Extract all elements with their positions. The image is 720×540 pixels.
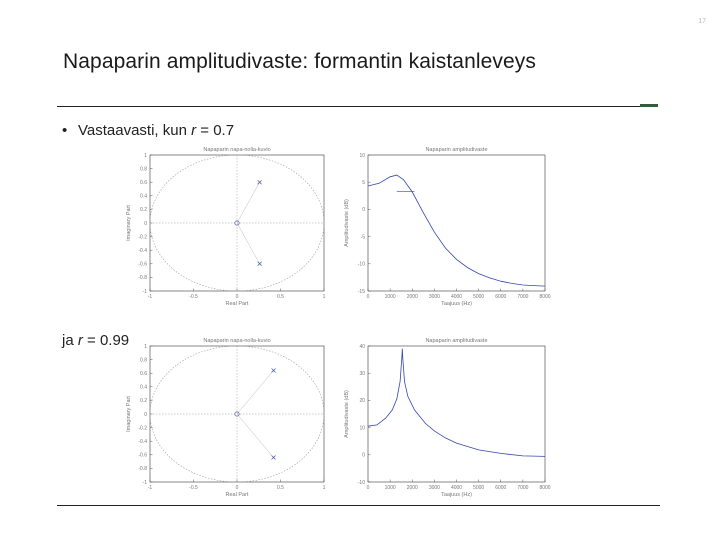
x-tick-label: 4000 [450, 294, 463, 300]
x-tick-label: 3000 [428, 294, 440, 300]
x-tick-label: 0.5 [277, 485, 284, 491]
chart-title: Napaparin amplitudivaste [425, 147, 488, 153]
slide-title: Napaparin amplitudivaste: formantin kaistanleveys [63, 50, 536, 73]
pole-zero-plot-r099 [126, 338, 335, 505]
y-tick-label: -0.4 [138, 439, 147, 445]
second-variable: r [77, 332, 83, 349]
y-tick-label: -15 [357, 288, 365, 295]
y-tick-label: 0.2 [140, 207, 147, 214]
bullet-prefix: Vastaavasti, kun [78, 122, 192, 139]
x-tick-label: 3000 [428, 485, 440, 491]
y-tick-label: 5 [362, 180, 365, 186]
x-axis-label: Real Part [225, 492, 249, 498]
chart-title: Napaparin napa-nolla-kuvio [203, 338, 271, 344]
pole-zero-plot-r07 [126, 147, 335, 316]
x-tick-label: 1000 [384, 294, 396, 300]
y-tick-label: 30 [359, 371, 365, 377]
y-tick-label: 0.8 [140, 166, 147, 173]
y-tick-label: -1 [142, 288, 147, 295]
pole-radius-line [237, 370, 274, 414]
y-tick-label: 0 [144, 411, 147, 418]
y-tick-label: -0.2 [138, 425, 147, 432]
x-tick-label: 6000 [495, 294, 507, 300]
second-equation: = 0.99 [82, 332, 130, 349]
x-tick-label: 1000 [384, 485, 396, 491]
bullet-item [62, 122, 234, 139]
y-axis-label: Amplitudivaste (dB) [344, 390, 350, 438]
y-tick-label: 0.2 [140, 398, 147, 405]
y-tick-label: 1 [144, 152, 147, 159]
second-case-label [62, 332, 129, 349]
pole-marker [272, 368, 276, 372]
y-axis-label: Imaginary Part [126, 205, 132, 241]
y-tick-label: 0.6 [140, 371, 147, 377]
y-tick-label: -0.2 [138, 234, 147, 241]
y-tick-label: -10 [357, 479, 365, 486]
magnitude-response-r07 [345, 148, 555, 316]
response-line [368, 175, 545, 286]
y-tick-label: 0 [362, 207, 365, 214]
chart-title: Napaparin amplitudivaste [425, 338, 488, 344]
y-tick-label: 0.8 [140, 357, 147, 364]
x-tick-label: 5000 [473, 294, 485, 300]
x-tick-label: 0 [235, 485, 239, 491]
x-tick-label: 0 [235, 294, 239, 300]
x-tick-label: -1 [147, 485, 153, 491]
x-tick-label: 4000 [450, 485, 463, 491]
x-tick-label: 2000 [406, 294, 418, 300]
y-tick-label: -5 [360, 234, 365, 241]
x-tick-label: 7000 [517, 485, 529, 491]
x-tick-label: -0.5 [189, 294, 198, 300]
y-tick-label: -10 [357, 261, 365, 268]
page-number: 17 [698, 18, 706, 25]
y-tick-label: -0.6 [138, 452, 147, 459]
plot-frame [368, 346, 545, 482]
x-tick-label: 0.5 [277, 294, 284, 300]
bullet-dot: • [62, 122, 68, 139]
x-tick-label: 8000 [539, 485, 551, 491]
x-tick-label: 1 [322, 294, 326, 300]
y-tick-label: 10 [359, 425, 365, 432]
y-tick-label: -0.8 [138, 275, 147, 282]
x-tick-label: 7000 [517, 294, 529, 300]
pole-radius-line [237, 182, 260, 223]
y-tick-label: 0 [144, 220, 147, 227]
title-divider-accent [640, 104, 658, 107]
x-tick-label: 6000 [495, 485, 507, 491]
y-tick-label: 40 [359, 343, 365, 350]
chart-title: Napaparin napa-nolla-kuvio [203, 147, 271, 153]
y-tick-label: -0.6 [138, 261, 147, 268]
pole-marker [272, 456, 276, 460]
y-tick-label: -0.8 [138, 466, 147, 473]
pole-marker [258, 180, 262, 184]
footer-divider [57, 505, 660, 506]
x-tick-label: 0 [366, 485, 370, 491]
x-tick-label: 8000 [539, 294, 551, 300]
y-tick-label: 0 [362, 452, 365, 459]
y-axis-label: Imaginary Part [126, 396, 132, 432]
title-divider [57, 106, 657, 107]
pole-marker [258, 262, 262, 266]
pole-radius-line [237, 414, 274, 458]
bullet-variable: r [191, 122, 197, 139]
y-tick-label: 1 [144, 343, 147, 350]
y-tick-label: 0.4 [140, 193, 147, 200]
y-axis-label: Amplitudivaste (dB) [344, 199, 350, 247]
magnitude-response-r099 [345, 339, 555, 505]
second-prefix: ja [62, 332, 78, 349]
response-line [368, 349, 545, 457]
y-tick-label: -1 [142, 479, 147, 486]
bullet-equation: = 0.7 [196, 122, 235, 139]
x-axis-label: Taajuus (Hz) [441, 301, 472, 307]
x-tick-label: -0.5 [189, 485, 198, 491]
x-tick-label: 1 [322, 485, 326, 491]
y-tick-label: 0.6 [140, 180, 147, 186]
x-tick-label: 2000 [406, 485, 418, 491]
x-tick-label: -1 [147, 294, 153, 300]
y-tick-label: 10 [359, 152, 365, 159]
x-tick-label: 5000 [473, 485, 485, 491]
x-tick-label: 0 [366, 294, 370, 300]
pole-radius-line [237, 223, 260, 264]
y-tick-label: -0.4 [138, 248, 147, 254]
y-tick-label: 0.4 [140, 384, 147, 391]
y-tick-label: 20 [359, 398, 365, 405]
x-axis-label: Taajuus (Hz) [441, 492, 472, 498]
x-axis-label: Real Part [225, 301, 249, 307]
